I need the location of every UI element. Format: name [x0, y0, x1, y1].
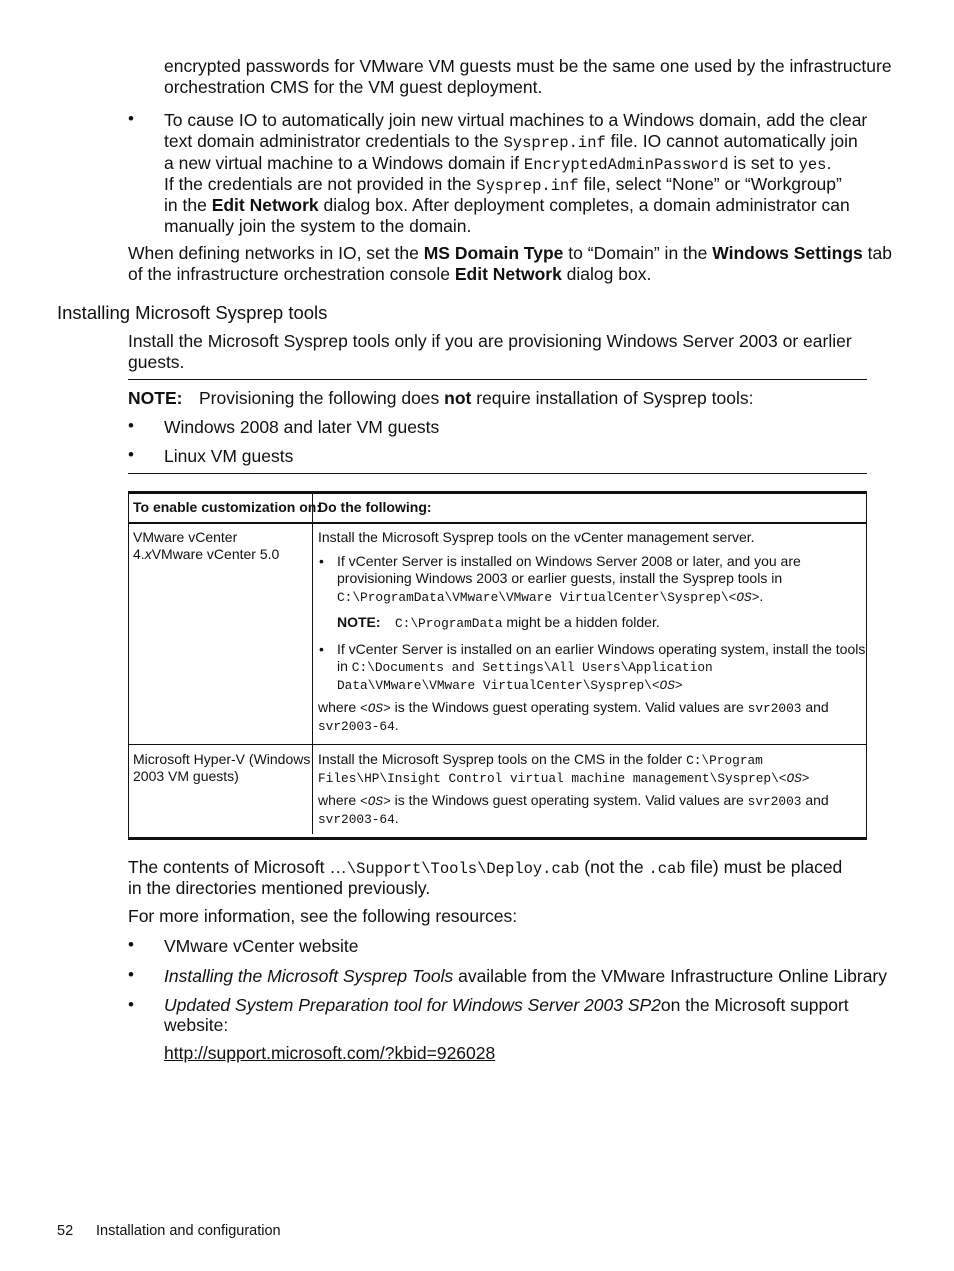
note-item-2: Linux VM guests [164, 446, 294, 466]
domain-join-line-3: a new virtual machine to a Windows domain if EncryptedAdminPassword is set to yes. [164, 153, 832, 174]
bullet-icon: • [319, 641, 324, 657]
when-defining-line-1: When defining networks in IO, set the MS Domain Type to “Domain” in the Windows Settings tab [128, 243, 892, 263]
row2-platform-line-1: Microsoft Hyper-V (Windows [133, 751, 311, 767]
bullet-icon: • [128, 965, 134, 984]
note-text: Provisioning the following does not require installation of Sysprep tools: [199, 388, 754, 408]
row2-platform-line-2: 2003 VM guests) [133, 768, 239, 784]
table-row-divider [128, 744, 867, 745]
section-heading: Installing Microsoft Sysprep tools [57, 302, 328, 323]
note-item-1: Windows 2008 and later VM guests [164, 417, 440, 437]
note-bottom-rule [128, 473, 867, 474]
row1-b2-line-1: If vCenter Server is installed on an earlier Windows operating system, install the tools [337, 641, 866, 657]
note-label: NOTE: [128, 388, 183, 408]
note-top-rule [128, 379, 867, 380]
bullet-icon: • [128, 935, 134, 954]
domain-join-line-6: manually join the system to the domain. [164, 216, 472, 236]
row1-where-line-2: svr2003-64. [318, 717, 399, 734]
bullet-icon: • [128, 445, 134, 464]
continuation-line-2: orchestration CMS for the VM guest deployment. [164, 77, 543, 97]
table-header-col-2: Do the following: [318, 499, 432, 515]
row2-where-line-2: svr2003-64. [318, 810, 399, 827]
row1-note-text: C:\ProgramData might be a hidden folder. [395, 614, 660, 631]
row1-b1-path: C:\ProgramData\VMware\VMware VirtualCenter\Sysprep\<OS>. [337, 588, 764, 605]
continuation-line-1: encrypted passwords for VMware VM guests must be the same one used by the infrastructure [164, 56, 892, 76]
more-info: For more information, see the following resources: [128, 906, 518, 926]
row2-line-2: Files\HP\Insight Control virtual machine management\Sysprep\<OS> [318, 771, 810, 786]
row1-b2-line-3: Data\VMware\VMware VirtualCenter\Sysprep\<OS> [337, 678, 683, 693]
contents-line-1: The contents of Microsoft …\Support\Tools\Deploy.cab (not the .cab file) must be placed [128, 857, 843, 878]
bullet-icon: • [128, 995, 134, 1014]
bullet-icon: • [128, 109, 134, 128]
table-header-col-1: To enable customization on: [133, 499, 321, 515]
domain-join-line-4: If the credentials are not provided in the Sysprep.inf file, select “None” or “Workgroup” [164, 174, 842, 195]
when-defining-line-2: of the infrastructure orchestration console Edit Network dialog box. [128, 264, 652, 284]
domain-join-line-5: in the Edit Network dialog box. After deployment completes, a domain administrator can [164, 195, 850, 215]
bullet-icon: • [319, 553, 324, 569]
contents-line-2: in the directories mentioned previously. [128, 878, 431, 898]
footer-title: Installation and configuration [96, 1223, 281, 1239]
row1-platform-line-2: 4.xVMware vCenter 5.0 [133, 546, 280, 562]
row2-line-1: Install the Microsoft Sysprep tools on the CMS in the folder C:\Program [318, 751, 763, 768]
table-column-divider [312, 494, 313, 834]
row1-note-label: NOTE: [337, 614, 381, 630]
row1-b1-line-2: provisioning Windows 2003 or earlier guests, install the Sysprep tools in [337, 570, 783, 586]
row2-where-line-1: where <OS> is the Windows guest operating system. Valid values are svr2003 and [318, 792, 829, 809]
resource-2: Installing the Microsoft Sysprep Tools available from the VMware Infrastructure Online Library [164, 966, 888, 986]
table-header-rule [128, 522, 867, 524]
resource-1: VMware vCenter website [164, 936, 359, 956]
resource-3-line-1: Updated System Preparation tool for Windows Server 2003 SP2on the Microsoft support [164, 995, 849, 1015]
domain-join-line-1: To cause IO to automatically join new virtual machines to a Windows domain, add the clear [164, 110, 868, 130]
row1-b1-line-1: If vCenter Server is installed on Windows Server 2008 or later, and you are [337, 553, 801, 569]
page-number: 52 [57, 1223, 74, 1239]
row1-b2-line-2: in C:\Documents and Settings\All Users\Application [337, 658, 713, 675]
domain-join-line-2: text domain administrator credentials to the Sysprep.inf file. IO cannot automatically join [164, 131, 858, 152]
section-intro-line-1: Install the Microsoft Sysprep tools only if you are provisioning Windows Server 2003 or earlier [128, 331, 852, 351]
row1-platform-line-1: VMware vCenter [133, 529, 238, 545]
bullet-icon: • [128, 416, 134, 435]
support-link[interactable]: http://support.microsoft.com/?kbid=926028 [164, 1043, 496, 1063]
row1-intro: Install the Microsoft Sysprep tools on the vCenter management server. [318, 529, 755, 545]
section-intro-line-2: guests. [128, 352, 185, 372]
row1-where-line-1: where <OS> is the Windows guest operating system. Valid values are svr2003 and [318, 699, 829, 716]
resource-3-line-2: website: [164, 1015, 229, 1035]
